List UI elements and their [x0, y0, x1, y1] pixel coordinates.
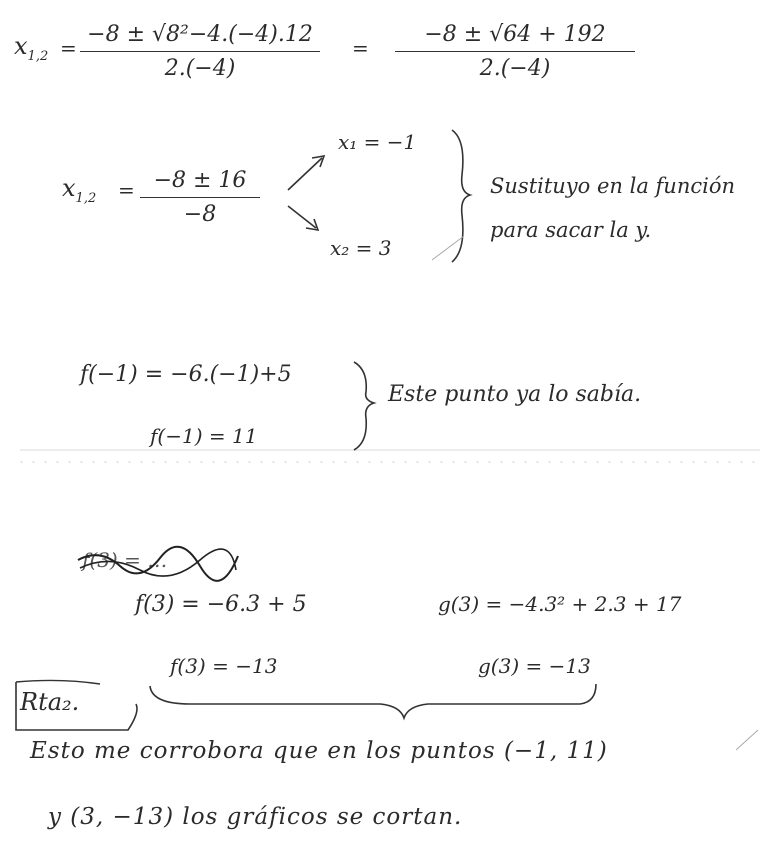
- note-substitute-line-1: Sustituyo en la función: [490, 174, 735, 198]
- equals-sign-3: =: [118, 178, 135, 202]
- arrow-to-x2: [288, 206, 316, 228]
- note-known-point: Este punto ya lo sabía.: [388, 382, 642, 407]
- scribble-cross-out-2: [80, 549, 236, 576]
- fraction-3-denominator: −8: [183, 202, 217, 227]
- answer-label: Rta₂.: [20, 688, 80, 716]
- stray-stroke: [432, 236, 464, 260]
- fraction-1-numerator: −8 ± √8²−4.(−4).12: [87, 22, 313, 47]
- fraction-2-numerator: −8 ± √64 + 192: [424, 22, 606, 47]
- stray-tick: [736, 730, 758, 750]
- answer-line-1: Esto me corrobora que en los puntos (−1, 11): [30, 738, 608, 764]
- equals-sign-2: =: [352, 36, 369, 60]
- fraction-3-numerator: −8 ± 16: [153, 168, 247, 193]
- arrow-to-x1: [288, 158, 322, 190]
- faint-ruled-marks: [20, 450, 760, 462]
- f3-line-2: f(3) = −13: [170, 654, 278, 678]
- results-curly-brace: [150, 684, 596, 718]
- crossed-out-text: f(3) = …: [82, 548, 168, 572]
- note-substitute-line-2: para sacar la y.: [490, 218, 652, 242]
- f3-line-1: f(3) = −6.3 + 5: [135, 592, 307, 617]
- f-minus-1-line-1: f(−1) = −6.(−1)+5: [80, 362, 292, 387]
- x12-variable: $x_{1,2}$: [14, 32, 49, 64]
- g3-line-1: g(3) = −4.3² + 2.3 + 17: [438, 592, 682, 616]
- g3-line-2: g(3) = −13: [478, 654, 591, 678]
- root-x2: x₂ = 3: [330, 236, 392, 260]
- x12-variable-2: $x_{1,2}$: [62, 174, 97, 206]
- equals-sign: =: [60, 36, 77, 60]
- answer-label-box: [16, 682, 137, 730]
- answer-label-box-top: [16, 680, 100, 684]
- fraction-1-denominator: 2.(−4): [164, 56, 236, 81]
- fraction-2-denominator: 2.(−4): [479, 56, 551, 81]
- f-minus-1-line-2: f(−1) = 11: [150, 424, 258, 448]
- answer-line-2: y (3, −13) los gráficos se cortan.: [48, 804, 463, 830]
- roots-curly-brace: [452, 130, 470, 262]
- root-x1: x₁ = −1: [338, 130, 417, 154]
- evaluation-curly-brace: [354, 362, 374, 450]
